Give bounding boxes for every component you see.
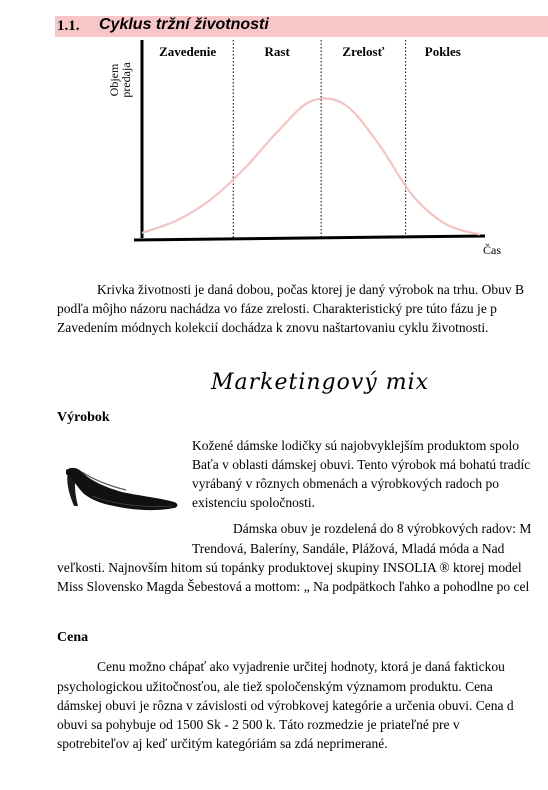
intro-line-1: Krivka životnosti je daná dobou, počas ktorej je daný výrobok na trhu. Obuv B (97, 282, 525, 297)
cena-line-3: dámskej obuvi je rôzna v závislosti od výrobkovej kategórie a určenia obuvi. Cena d (57, 698, 514, 713)
vyrobok-p1-line-2: Baťa v oblasti dámskej obuvi. Tento výrobok má bohatú tradíc (192, 457, 531, 472)
y-axis-label-line-1: Objem (107, 63, 121, 97)
intro-line-2: podľa môjho názoru nachádza vo fáze zrelosti. Charakteristický pre túto fázu je p (57, 301, 497, 316)
life-cycle-chart (100, 38, 548, 263)
life-cycle-chart-svg (100, 38, 548, 263)
vyrobok-p2-line-4: Miss Slovensko Magda Šebestová a mottom: „ Na podpätkoch ľahko a pohodlne po cel (57, 579, 530, 594)
intro-line-3: Zavedením módnych kolekcií dochádza k znovu naštartovaniu cyklu životnosti. (57, 320, 489, 335)
life-cycle-curve (142, 98, 480, 234)
vyrobok-p2-line-1: Dámska obuv je rozdelená do 8 výrobkových radov: M (233, 521, 532, 536)
cena-heading: Cena (57, 630, 89, 645)
vyrobok-p2-line-2: Trendová, Baleríny, Sandále, Plážová, Mladá móda a Nad (192, 541, 505, 556)
section-number: 1.1. (57, 18, 80, 34)
cena-line-2: psychologickou užitočnosťou, ale tiež spoločenským významom produktu. Cena (57, 679, 493, 694)
vyrobok-heading: Výrobok (57, 410, 110, 425)
cena-line-4: obuvi sa pohybuje od 1500 Sk - 2 500 k. Táto rozmedzie je priateľné pre v (57, 717, 460, 732)
x-axis-label: Čas (483, 243, 501, 257)
cena-line-1: Cenu možno chápať ako vyjadrenie určitej hodnoty, ktorá je daná faktickou (97, 659, 505, 674)
phase-label-3: Zrelosť (342, 44, 385, 59)
y-axis-label-line-2: predaja (119, 62, 133, 98)
section-title: Cyklus tržní životnosti (99, 16, 269, 33)
shoe-image (62, 458, 180, 514)
cena-line-5: spotrebiteľov aj keď určitým kategóriám sa zdá neprimerané. (57, 736, 388, 751)
vyrobok-p1-line-3: vyrábaný v rôznych obmenách a výrobkových radoch po (192, 476, 500, 491)
phase-label-1: Zavedenie (159, 44, 217, 59)
x-axis (134, 236, 485, 240)
phase-label-4: Pokles (424, 44, 461, 59)
vyrobok-p2-line-3: veľkosti. Najnovším hitom sú topánky produktovej skupiny INSOLIA ® ktorej model (57, 560, 522, 575)
vyrobok-p1-line-4: existenciu spoločnosti. (192, 495, 315, 510)
phase-label-2: Rast (264, 44, 290, 59)
vyrobok-p1-line-1: Kožené dámske lodičky sú najobvyklejším produktom spolo (192, 438, 519, 453)
marketing-mix-title: Marketingový mix (210, 370, 430, 395)
